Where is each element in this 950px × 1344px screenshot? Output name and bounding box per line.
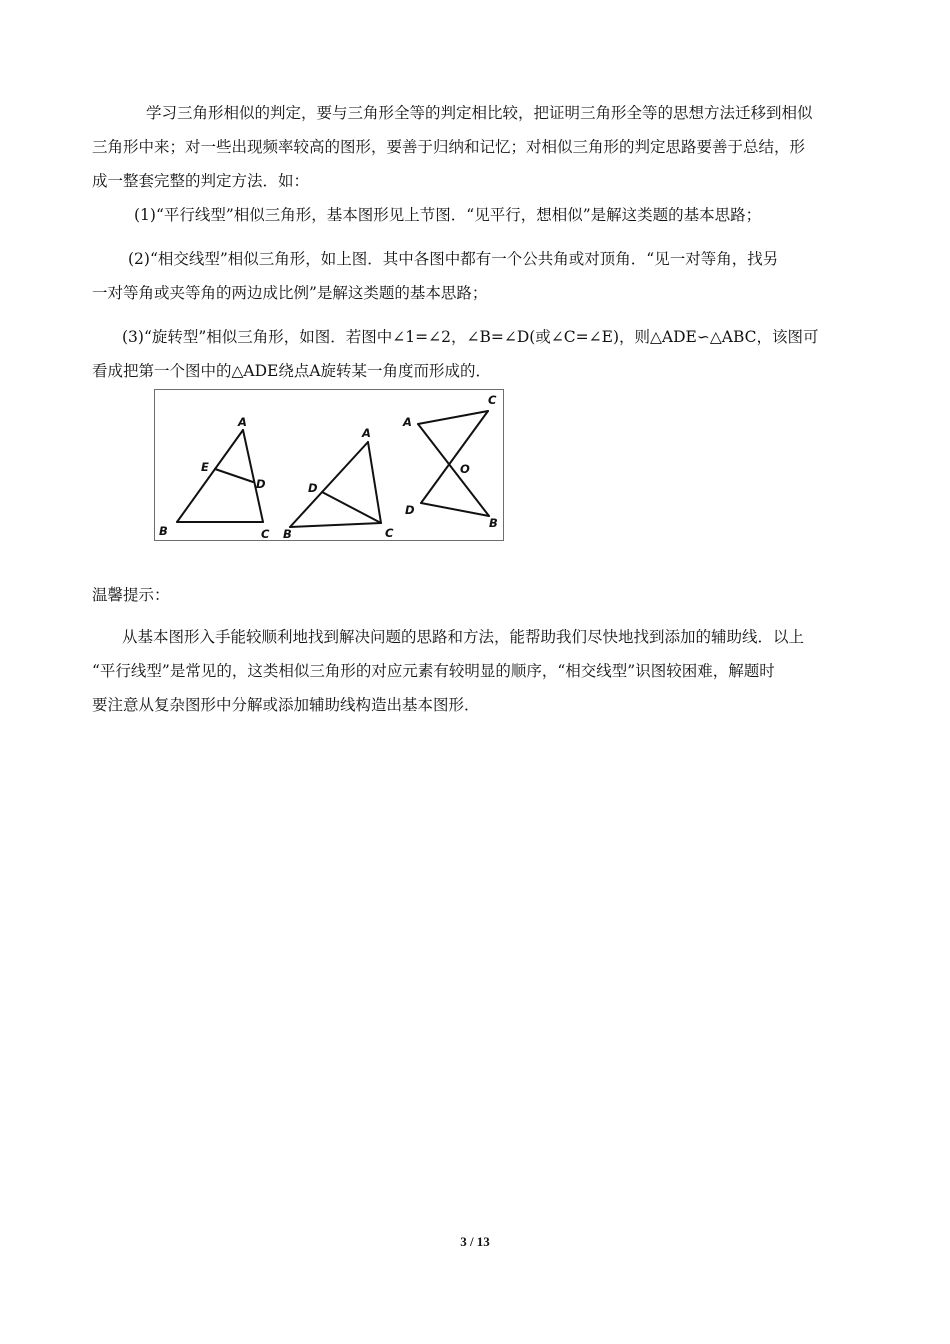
fig2-segment-dc [322, 492, 381, 523]
tip-line-3: 要注意从复杂图形中分解或添加辅助线构造出基本图形． [92, 696, 480, 714]
fig1-label-e: E [201, 460, 209, 474]
fig2-label-d: D [308, 481, 318, 495]
similar-triangles-figure [154, 389, 504, 541]
fig3-label-o: O [460, 462, 470, 476]
item-2-line-1: (2)“相交线型”相似三角形，如上图．其中各图中都有一个公共角或对顶角．“见一对等角，找另 [128, 250, 779, 268]
fig3-label-d: D [405, 503, 415, 517]
fig1-segment-ed [215, 469, 253, 482]
fig3-segment-db [421, 503, 489, 516]
fig2-label-b: B [283, 527, 292, 541]
item-3-line-2: 看成把第一个图中的△ADE绕点A旋转某一角度而形成的． [92, 362, 492, 380]
fig2-side-ac [368, 442, 381, 523]
fig3-segment-ab [418, 424, 489, 516]
fig3-label-a: A [403, 415, 412, 429]
triangles-diagram [155, 390, 505, 542]
item-3-line-1: (3)“旋转型”相似三角形，如图．若图中∠1=∠2，∠B=∠D(或∠C=∠E)，则△ADE∽△ABC，该图可 [122, 328, 819, 346]
fig2-label-c: C [385, 526, 394, 540]
tip-line-1: 从基本图形入手能较顺利地找到解决问题的思路和方法，能帮助我们尽快地找到添加的辅助线．以上 [122, 628, 805, 646]
fig1-label-b: B [159, 524, 168, 538]
intro-line-3: 成一整套完整的判定方法．如： [92, 172, 310, 190]
tip-line-2: “平行线型”是常见的，这类相似三角形的对应元素有较明显的顺序，“相交线型”识图较困难，解题时 [92, 662, 775, 680]
fig3-segment-ac [418, 411, 488, 424]
tip-heading: 温馨提示： [92, 586, 170, 604]
fig3-segment-cd [421, 411, 488, 503]
item-1-line-1: (1)“平行线型”相似三角形，基本图形见上节图．“见平行，想相似”是解这类题的基本思路； [134, 206, 762, 224]
fig1-label-a: A [238, 415, 247, 429]
fig3-label-b: B [489, 516, 498, 530]
intro-line-2: 三角形中来；对一些出现频率较高的图形，要善于归纳和记忆；对相似三角形的判定思路要善于总结，形 [92, 138, 806, 156]
fig2-side-ab [290, 442, 368, 527]
page-number: 3 / 13 [460, 1234, 490, 1249]
intro-line-1: 学习三角形相似的判定，要与三角形全等的判定相比较，把证明三角形全等的思想方法迁移到相似 [146, 104, 813, 122]
fig1-side-ac [243, 430, 263, 522]
fig2-side-bc [290, 523, 381, 527]
fig2-label-a: A [362, 426, 371, 440]
fig1-label-d: D [256, 477, 266, 491]
item-2-line-2: 一对等角或夹等角的两边成比例”是解这类题的基本思路； [92, 284, 488, 302]
fig1-label-c: C [261, 527, 270, 541]
fig3-label-c: C [488, 393, 497, 407]
